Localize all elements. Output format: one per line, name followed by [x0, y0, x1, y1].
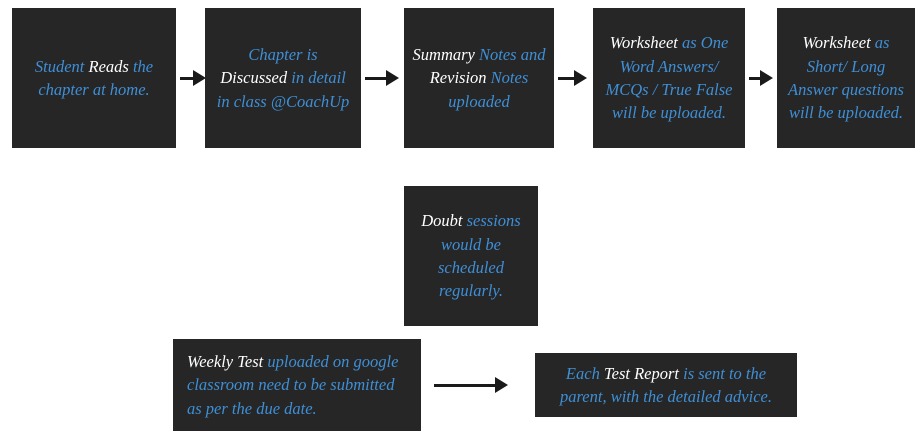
arrow-3-shaft: [558, 77, 575, 80]
node-worksheet-one-word-answers-text: Worksheet as One Word Answers/ MCQs / True False will be uploaded.: [605, 33, 733, 123]
arrow-3-head: [574, 70, 587, 86]
node-chapter-discussed: [205, 8, 361, 148]
node-summary-revision-notes: [404, 8, 554, 148]
node-weekly-test: [173, 339, 421, 431]
node-student-reads-chapter-text: Student Reads the chapter at home.: [34, 56, 154, 99]
node-chapter-discussed-text: Chapter is Discussed in detail in class @CoachUp: [216, 44, 350, 111]
node-test-report-to-parent: [535, 353, 797, 417]
node-test-report-to-parent-text: Each Test Report is sent to the parent, with the detailed advice.: [559, 363, 772, 406]
arrow-1-shaft: [180, 77, 194, 80]
arrow-2-shaft: [365, 77, 387, 80]
arrow-5-shaft: [434, 384, 496, 387]
node-doubt-sessions: [404, 186, 538, 326]
node-worksheet-one-word-answers: [593, 8, 745, 148]
node-weekly-test-text: Weekly Test uploaded on google classroom need to be submitted as per the due date.: [187, 351, 399, 418]
node-worksheet-short-long-answers-text: Worksheet as Short/ Long Answer questions will be uploaded.: [788, 33, 904, 123]
arrow-5-head: [495, 377, 508, 393]
node-worksheet-short-long-answers: [777, 8, 915, 148]
arrow-2-head: [386, 70, 399, 86]
node-summary-revision-notes-text: Summary Notes and Revision Notes uploaded: [412, 44, 546, 111]
node-student-reads-chapter: [12, 8, 176, 148]
arrow-4-head: [760, 70, 773, 86]
node-doubt-sessions-text: Doubt sessions would be scheduled regularly.: [421, 211, 521, 301]
